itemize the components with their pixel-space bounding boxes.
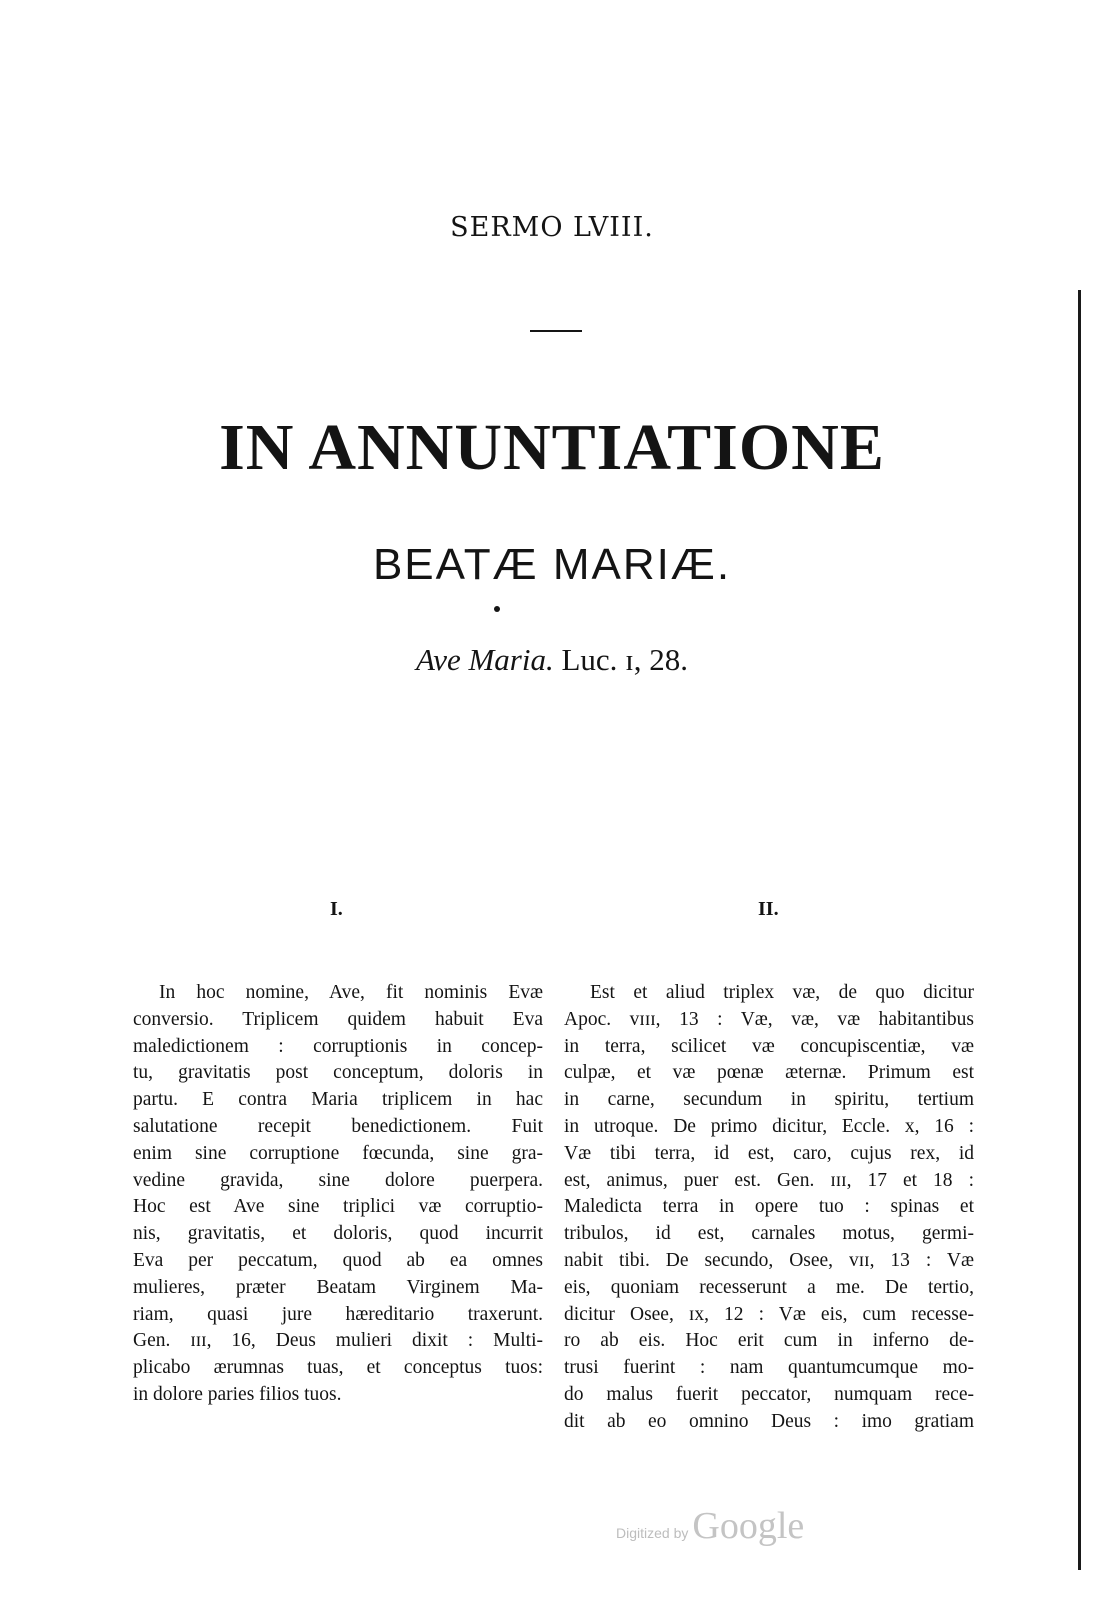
citation-italic: Ave Maria. xyxy=(415,642,554,677)
text-line: dit ab eo omnino Deus : imo gratiam xyxy=(564,1410,974,1432)
text-line: partu. E contra Maria triplicem in hac xyxy=(133,1089,543,1111)
text-line: in terra, scilicet væ concupiscentiæ, væ xyxy=(564,1035,974,1057)
text-line: nis, gravitatis, et doloris, quod incurrit xyxy=(133,1223,543,1245)
text-line: vedine gravida, sine dolore puerpera. xyxy=(133,1169,543,1191)
title-rule xyxy=(530,330,582,332)
page-subtitle: BEATÆ MARIÆ. xyxy=(372,540,732,589)
text-line: trusi fuerint : nam quantumcumque mo- xyxy=(564,1357,974,1379)
text-line: tu, gravitatis post conceptum, doloris in xyxy=(133,1062,543,1084)
text-line: plicabo ærumnas tuas, et conceptus tuos: xyxy=(133,1357,543,1379)
text-line: tribulos, id est, carnales motus, germi- xyxy=(564,1223,974,1245)
google-logo: Google xyxy=(692,1505,805,1547)
text-line: nabit tibi. De secundo, Osee, ᴠɪɪ, 13 : Væ xyxy=(564,1249,974,1271)
text-line: maledictionem : corruptionis in concep- xyxy=(133,1035,543,1057)
section-heading-1: I. xyxy=(330,898,343,920)
text-line: eis, quoniam recesserunt a me. De tertio, xyxy=(564,1276,974,1298)
ornament-dot xyxy=(494,606,500,612)
text-column-2 xyxy=(564,980,974,1436)
section-heading-2: II. xyxy=(758,898,779,920)
text-line: ro ab eis. Hoc erit cum in inferno de- xyxy=(564,1330,974,1352)
text-line: In hoc nomine, Ave, fit nominis Evæ xyxy=(159,982,543,1003)
watermark-prefix: Digitized by xyxy=(616,1525,689,1541)
text-line: est, animus, puer est. Gen. ɪɪɪ, 17 et 18 : xyxy=(564,1169,974,1191)
page-edge-shadow xyxy=(1078,290,1081,1570)
text-line: conversio. Triplicem quidem habuit Eva xyxy=(133,1008,543,1030)
text-line: in dolore paries filios tuos. xyxy=(133,1383,342,1405)
page-title: IN ANNUNTIATIONE xyxy=(219,411,885,484)
text-line: mulieres, præter Beatam Virginem Ma- xyxy=(133,1276,543,1298)
scripture-citation xyxy=(0,642,1104,678)
text-line: Apoc. ᴠɪɪɪ, 13 : Væ, væ, væ habitantibus xyxy=(564,1008,974,1030)
text-line: Est et aliud triplex væ, de quo dicitur xyxy=(590,982,974,1003)
text-line: salutatione recepit benedictionem. Fuit xyxy=(133,1115,543,1137)
text-line: Eva per peccatum, quod ab ea omnes xyxy=(133,1249,543,1271)
text-line: do malus fuerit peccator, numquam rece- xyxy=(564,1383,974,1405)
text-line: in utroque. De primo dicitur, Eccle. x, 16 : xyxy=(564,1115,974,1137)
text-line: Væ tibi terra, id est, caro, cujus rex, id xyxy=(564,1142,974,1164)
citation-reference: Luc. ɪ, 28. xyxy=(553,642,689,677)
text-line: dicitur Osee, ɪx, 12 : Væ eis, cum recesse- xyxy=(564,1303,974,1325)
text-line: enim sine corruptione fœcunda, sine gra- xyxy=(133,1142,543,1164)
text-column-1 xyxy=(133,980,543,1409)
digitization-watermark xyxy=(616,1504,804,1548)
text-line: riam, quasi jure hæreditario traxerunt. xyxy=(133,1303,543,1325)
text-line: Gen. ɪɪɪ, 16, Deus mulieri dixit : Multi- xyxy=(133,1330,543,1352)
text-line: culpæ, et væ pœnæ æternæ. Primum est xyxy=(564,1062,974,1084)
text-line: in carne, secundum in spiritu, tertium xyxy=(564,1089,974,1111)
text-line: Hoc est Ave sine triplici væ corruptio- xyxy=(133,1196,543,1218)
text-line: Maledicta terra in opere tuo : spinas et xyxy=(564,1196,974,1218)
sermon-number: SERMO LVIII. xyxy=(450,212,654,243)
